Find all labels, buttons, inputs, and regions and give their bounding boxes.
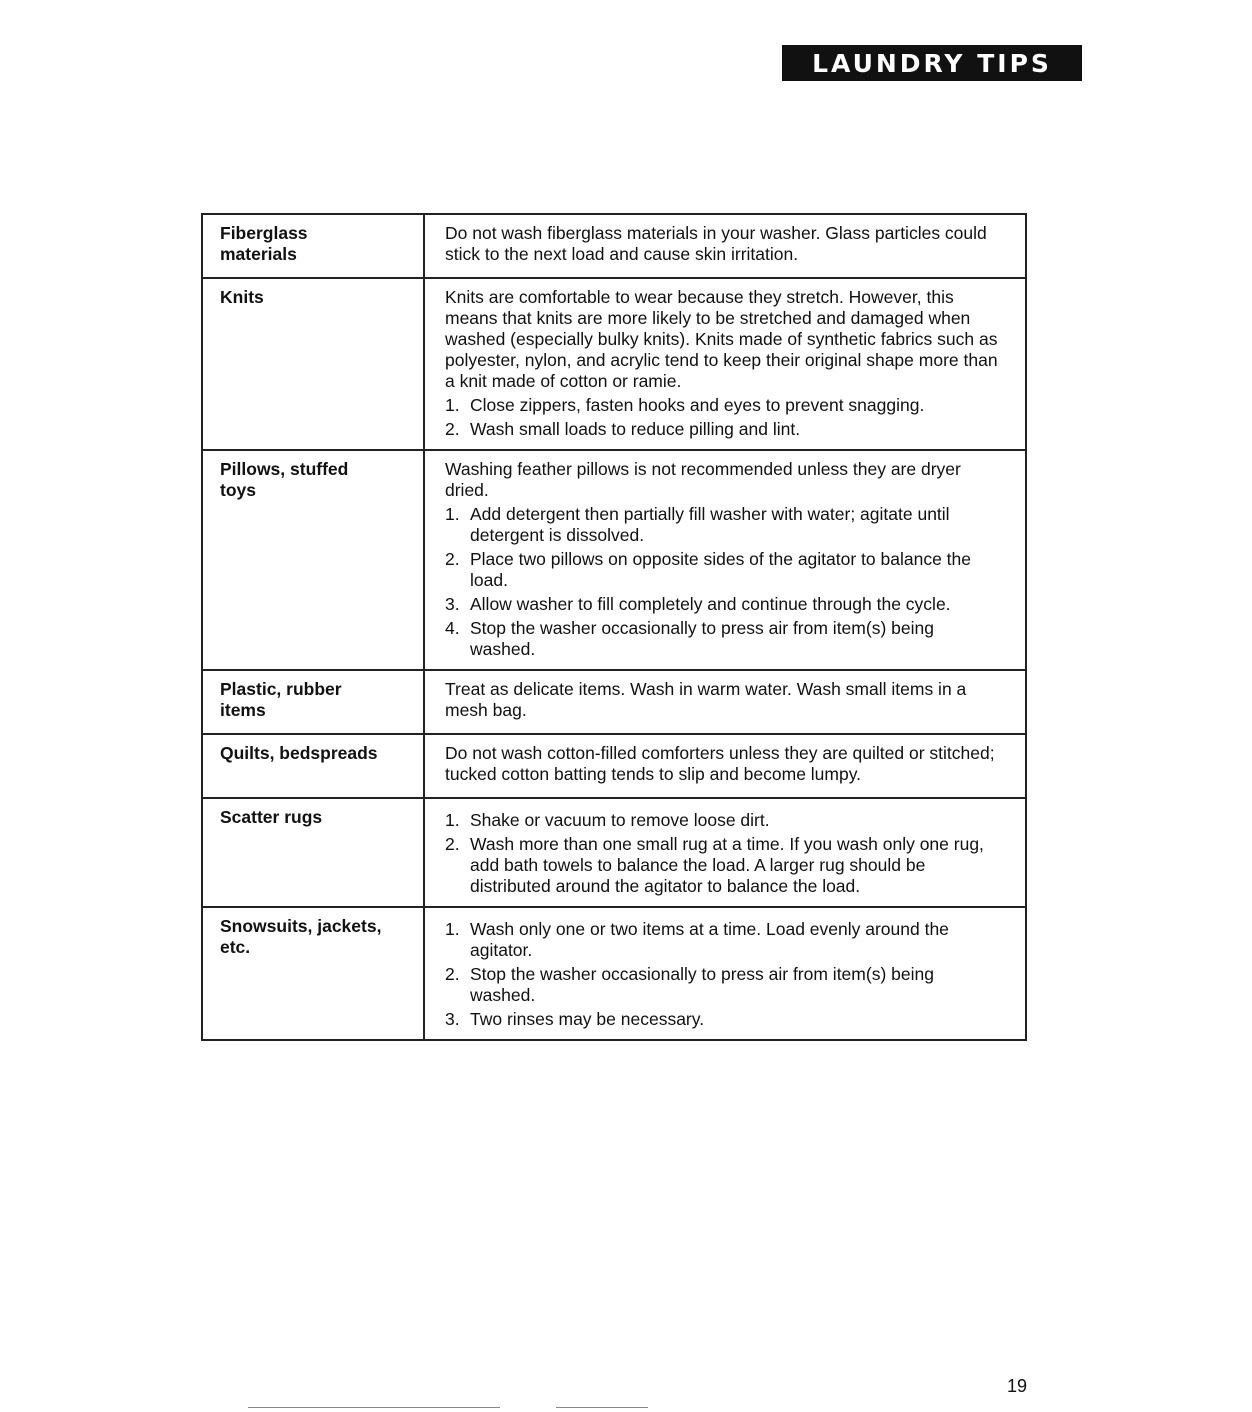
step-text: Shake or vacuum to remove loose dirt. [470,810,770,830]
tip-step [445,594,1001,615]
tip-step [445,810,1001,831]
tip-step [445,618,1001,660]
tip-description [424,798,1026,907]
tip-description [424,214,1026,278]
step-number: 3. [445,1009,460,1029]
tip-steps-list [445,810,1001,897]
tip-row [202,450,1026,670]
tips-table-body [202,214,1026,1040]
step-text: Stop the washer occasionally to press air from item(s) being washed. [470,618,934,659]
tip-step [445,919,1001,961]
footer-rule-right [556,1407,648,1408]
step-number: 2. [445,834,460,854]
tip-topic: Fiberglass materials [202,214,424,278]
tip-step [445,419,1001,440]
step-text: Allow washer to fill completely and continue through the cycle. [470,594,951,614]
tip-topic: Quilts, bedspreads [202,734,424,798]
step-text: Wash small loads to reduce pilling and lint. [470,419,801,439]
tip-steps-list [445,919,1001,1030]
tip-intro-text: Knits are comfortable to wear because they stretch. However, this means that knits are more likely to be stretched and damaged when washed (especially bulky knits). Knits made of synthetic fabrics such as polyester, nylon, and acrylic tend to keep their original shape more than a knit made of cotton or ramie. [445,287,998,391]
tip-row [202,798,1026,907]
tip-row [202,734,1026,798]
tip-description [424,907,1026,1040]
tip-intro-text: Do not wash cotton-filled comforters unless they are quilted or stitched; tucked cotton batting tends to slip and become lumpy. [445,743,995,784]
tip-topic: Snowsuits, jackets, etc. [202,907,424,1040]
tip-topic: Plastic, rubber items [202,670,424,734]
step-number: 2. [445,419,460,439]
tip-step [445,395,1001,416]
step-text: Add detergent then partially fill washer with water; agitate until detergent is dissolved. [470,504,950,545]
tip-topic: Pillows, stuffed toys [202,450,424,670]
step-text: Wash more than one small rug at a time. If you wash only one rug, add bath towels to balance the load. A larger rug should be distributed around the agitator to balance the load. [470,834,984,896]
tip-intro-text: Washing feather pillows is not recommended unless they are dryer dried. [445,459,961,500]
tip-topic: Knits [202,278,424,450]
tip-description [424,278,1026,450]
tip-intro-text: Treat as delicate items. Wash in warm water. Wash small items in a mesh bag. [445,679,967,720]
tip-step [445,834,1001,897]
step-number: 2. [445,549,460,569]
tip-intro-text: Do not wash fiberglass materials in your washer. Glass particles could stick to the next load and cause skin irritation. [445,223,987,264]
step-number: 2. [445,964,460,984]
step-number: 3. [445,594,460,614]
step-text: Wash only one or two items at a time. Load evenly around the agitator. [470,919,949,960]
section-banner [782,45,1082,81]
step-text: Close zippers, fasten hooks and eyes to prevent snagging. [470,395,925,415]
tip-description [424,450,1026,670]
tip-description [424,734,1026,798]
step-text: Two rinses may be necessary. [470,1009,705,1029]
step-text: Place two pillows on opposite sides of the agitator to balance the load. [470,549,972,590]
footer-rule-left [248,1407,500,1408]
tip-row [202,214,1026,278]
step-number: 4. [445,618,460,638]
section-title: LAUNDRY TIPS [812,48,1052,78]
step-number: 1. [445,919,460,939]
tip-row [202,907,1026,1040]
tip-row [202,670,1026,734]
tip-step [445,964,1001,1006]
laundry-tips-table [201,213,1027,1041]
step-number: 1. [445,395,460,415]
step-number: 1. [445,810,460,830]
tip-description [424,670,1026,734]
page-number: 19 [1007,1376,1028,1396]
step-text: Stop the washer occasionally to press air from item(s) being washed. [470,964,934,1005]
tip-steps-list [445,395,1001,440]
tip-step [445,549,1001,591]
step-number: 1. [445,504,460,524]
tip-step [445,1009,1001,1030]
tip-steps-list [445,504,1001,660]
tip-row [202,278,1026,450]
tip-topic: Scatter rugs [202,798,424,907]
tip-step [445,504,1001,546]
